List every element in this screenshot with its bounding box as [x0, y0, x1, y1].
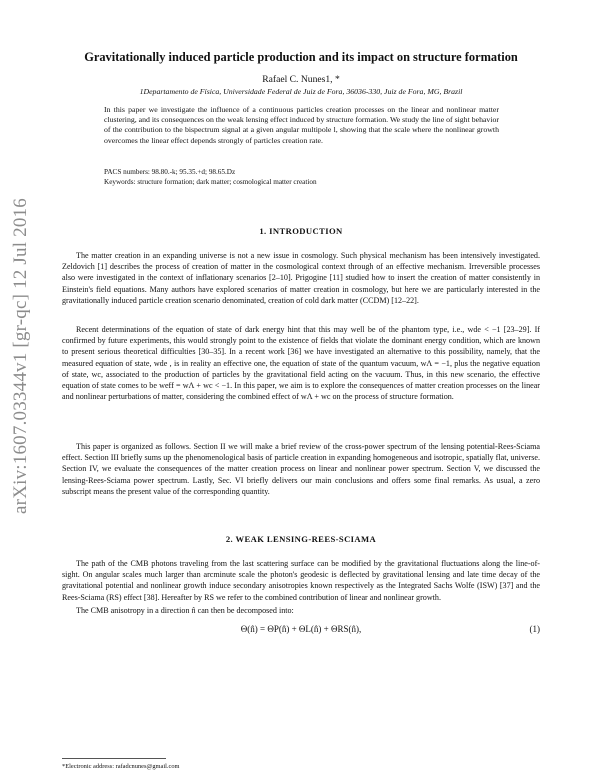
keywords: Keywords: structure formation; dark matter; cosmological matter creation: [104, 177, 317, 186]
arxiv-identifier-stamp: [4, 168, 38, 544]
paper-title: Gravitationally induced particle production and its impact on structure formation: [84, 50, 518, 64]
author-name: Rafael C. Nunes1, *: [262, 74, 340, 85]
equation-number: (1): [529, 624, 540, 634]
affiliation: 1Departamento de Física, Universidade Federal de Juiz de Fora, 36036-330, Juiz de Fora, MG, Brazil: [139, 87, 463, 96]
footnote-divider: [62, 758, 166, 759]
equation-body: Θ(n̂) = ΘP(n̂) + ΘL(n̂) + ΘRS(n̂),: [240, 624, 362, 634]
arxiv-identifier-text: arXiv:1607.03344v1 [gr-qc] 12 Jul 2016: [10, 198, 31, 514]
abstract: In this paper we investigate the influence of a continuous particles creation processes on the linear and nonlinear matter clustering, and its consequences on the weak lensing effect induced by structure formation. We study the line of sight behavior of the contribution to the bispectrum signal at a given angular multipole l, showing that the scale where the nonlinear growth overcomes the linear effect depends strongly of particles creation rate.: [104, 105, 499, 145]
paper-metadata: [104, 168, 499, 187]
intro-paragraph-2: Recent determinations of the equation of state of dark energy hint that this may well be of the phantom type, i.e., wde < −1 [23–29]. If confirmed by future experiments, this would strongly point to the existence of fields that violate the dominant energy condition, which are known to present serious theoretical difficulties [30–35]. In a recent work [36] we have investigated an alternative to this possibility, namely, that the measured equation of state, wde , is in reality an effective one, the equation of state of the quantum vacuum, wΛ = −1, plus the negative equation of state, wc, associated to the production of particles by the gravitational field acting on the vacuum. Thus, in this new scenario, the effective equation of state comes to be weff = wΛ + wc < −1. In this paper, we aim is to explore the consequences of matter creation processes on the linear and nonlinear perturbations of matter, considering the combined effect of wΛ + wc on the process of structure formation.: [62, 325, 540, 402]
intro-paragraph-3: This paper is organized as follows. Section II we will make a brief review of the cross-power spectrum of the lensing potential-Rees-Sciama effect. Section III briefly sums up the phenomenological basis of particle creation in expanding homogeneous and isotropic, spatially flat, universe. Section IV, we evaluate the consequences of the matter creation process on linear and nonlinear power spectrum. Section V, we discussed the lensing-Rees-Sciama power spectrum. Lastly, Sec. VI briefly delivers our main conclusions and offers some final remarks. As usual, a zero subscript means the present value of the corresponding quantity.: [62, 442, 540, 496]
pacs-numbers: PACS numbers: 98.80.-k; 95.35.+d; 98.65.Dz: [104, 168, 236, 176]
section-heading-introduction: 1. INTRODUCTION: [259, 226, 343, 236]
footnote-email: *Electronic address: rafadcnunes@gmail.com: [62, 763, 180, 770]
equation-1: [62, 624, 540, 638]
author-line: [62, 74, 540, 85]
lensing-paragraph-2: The CMB anisotropy in a direction n̂ can then be decomposed into:: [76, 606, 294, 615]
intro-paragraph-1: The matter creation in an expanding universe is not a new issue in cosmology. Such physical mechanism has been intensively investigated. Zeldovich [1] describes the process of creation of matter in the cosmological context through of an effective mechanism. Irreversible processes also were investigated in the context of inflationary scenarios [2–10]. Prigogine [11] studied how to insert the creation of matter consistently in Einstein's field equations. Many authors have explored scenarios of matter creation in cosmology, but here we are particularly interested in the gravitationally induced particle creation scenario denominated, creation of cold dark matter (CCDM) [12–22].: [62, 251, 540, 305]
lensing-paragraph-1: The path of the CMB photons traveling from the last scattering surface can be modified by the gravitational fluctuations along the line-of-sight. On angular scales much larger than arcminute scale the photon's geodesic is deflected by gravitational lensing and late time decay of the gravitational potential and nonlinear growth induce secondary anisotropies known respectively as the Integrated Sachs Wolfe (ISW) [37] and the Rees-Sciama (RS) effect [38]. Hereafter by RS we refer to the combined contribution of linear and nonlinear growth.: [62, 559, 540, 602]
section-heading-weak-lensing: 2. WEAK LENSING-REES-SCIAMA: [225, 534, 377, 544]
